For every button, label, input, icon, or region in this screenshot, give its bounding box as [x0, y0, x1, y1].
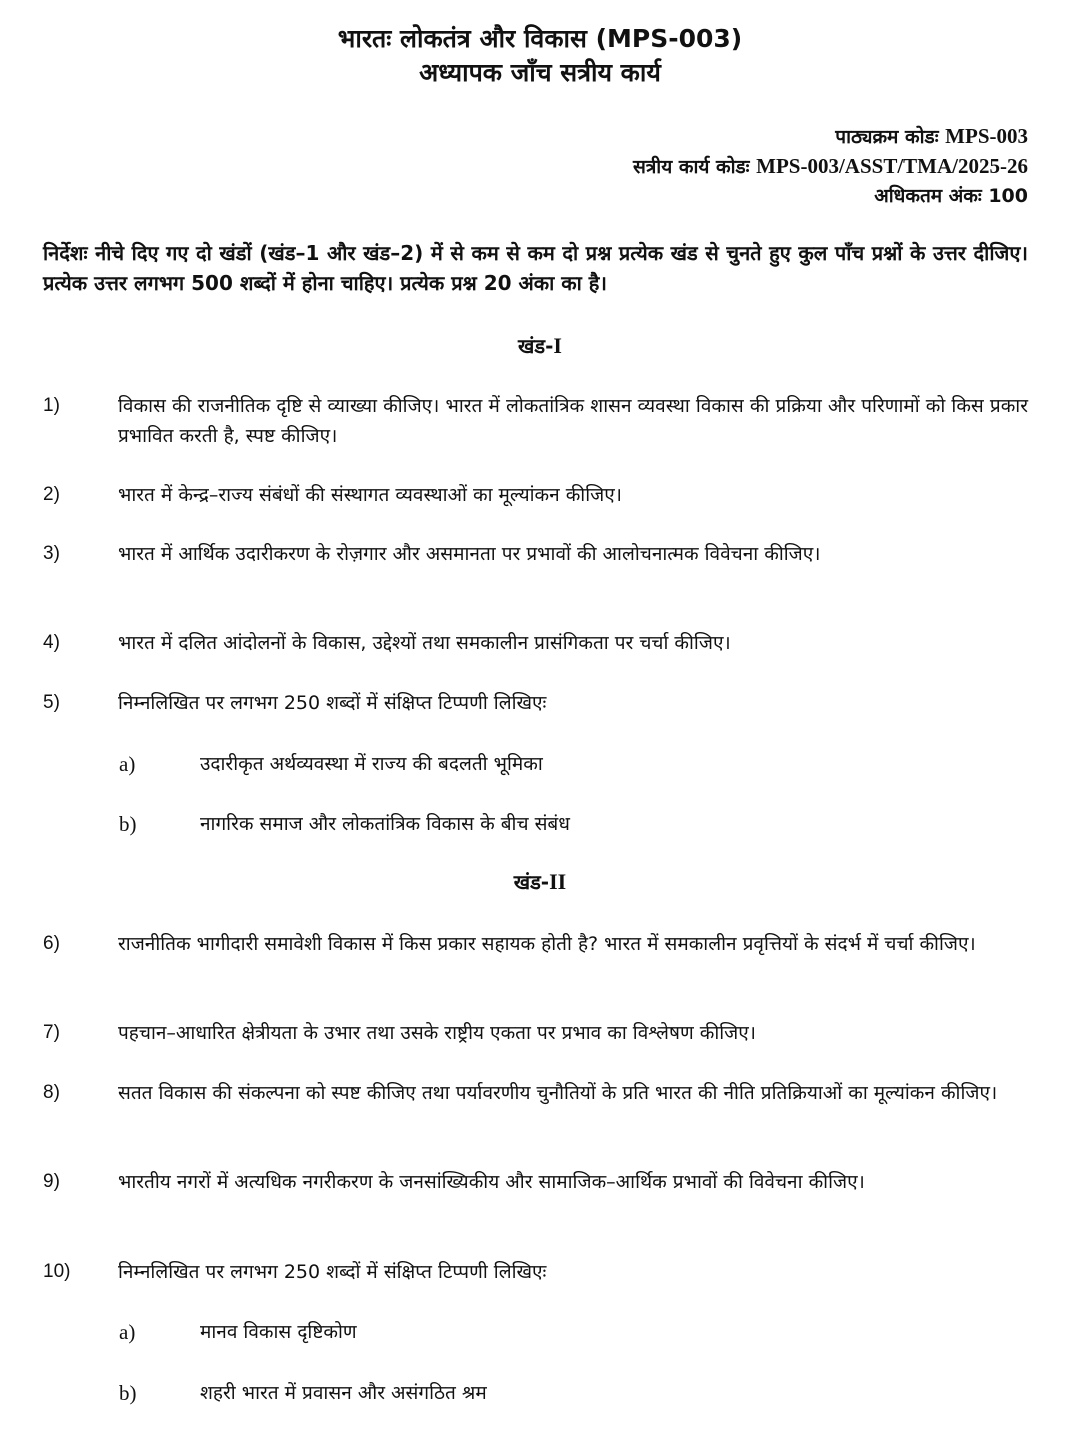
- question-number: 4): [43, 632, 60, 653]
- document-subtitle: अध्यापक जाँच सत्रीय कार्य: [419, 58, 661, 87]
- course-code-value: MPS-003: [945, 124, 1028, 148]
- question-text: भारत में केन्द्र–राज्य संबंधों की संस्थागत व्यवस्थाओं का मूल्यांकन कीजिए।: [118, 484, 622, 506]
- question-text: निम्नलिखित पर लगभग 250 शब्दों में संक्षिप्त टिप्पणी लिखिएः: [118, 692, 547, 714]
- question-text: भारतीय नगरों में अत्यधिक नगरीकरण के जनसांख्यिकीय और सामाजिक–आर्थिक प्रभावों की विवेचना कीजिए।: [118, 1171, 865, 1193]
- document-title: भारतः लोकतंत्र और विकास (MPS-003): [337, 24, 743, 53]
- question-number: 7): [43, 1022, 60, 1043]
- question-text: सतत विकास की संकल्पना को स्पष्ट कीजिए तथा पर्यावरणीय चुनौतियों के प्रति भारत की नीति प्रतिक्रियाओं का मूल्यांकन कीजिए।: [118, 1082, 998, 1104]
- question-number: 3): [43, 543, 60, 564]
- question-text: भारत में आर्थिक उदारीकरण के रोज़गार और असमानता पर प्रभावों की आलोचनात्मक विवेचना कीजिए।: [118, 543, 821, 565]
- assignment-meta: [633, 122, 1028, 211]
- assignment-code-value: MPS-003/ASST/TMA/2025-26: [756, 154, 1028, 178]
- question-text: विकास की राजनीतिक दृष्टि से व्याख्या कीजिए। भारत में लोकतांत्रिक शासन व्यवस्था विकास की प्रक्रिया और परिणामों को किस प्रकार प्रभावित करती है, स्पष्ट कीजिए।: [118, 395, 1028, 447]
- section-heading-1: [0, 332, 1080, 359]
- max-marks-label: अधिकतम अंकः: [874, 185, 982, 207]
- assignment-code-line: [633, 152, 1028, 182]
- section-label: खंड-: [518, 334, 554, 358]
- question-number: 8): [43, 1082, 60, 1103]
- section-numeral: I: [553, 333, 562, 358]
- sub-question-text: नागरिक समाज और लोकतांत्रिक विकास के बीच संबंध: [200, 813, 570, 835]
- course-code-line: [633, 122, 1028, 152]
- course-code-label: पाठ्यक्रम कोडः: [835, 126, 939, 148]
- document-title-block: [0, 22, 1080, 90]
- assignment-code-label: सत्रीय कार्य कोडः: [632, 156, 750, 178]
- sub-question-letter: a): [119, 752, 136, 776]
- question-number: 2): [43, 484, 60, 505]
- sub-question-letter: a): [119, 1320, 136, 1344]
- question-text: निम्नलिखित पर लगभग 250 शब्दों में संक्षिप्त टिप्पणी लिखिएः: [118, 1261, 547, 1283]
- question-text: राजनीतिक भागीदारी समावेशी विकास में किस प्रकार सहायक होती है? भारत में समकालीन प्रवृत्तियों के संदर्भ में चर्चा कीजिए।: [118, 933, 976, 955]
- sub-question-text: उदारीकृत अर्थव्यवस्था में राज्य की बदलती भूमिका: [200, 753, 543, 775]
- instructions: निर्देशः नीचे दिए गए दो खंडों (खंड–1 और खंड–2) में से कम से कम दो प्रश्न प्रत्येक खंड से चुनते हुए कुल पाँच प्रश्नों के उत्तर दीजिए। प्रत्येक उत्तर लगभग 500 शब्दों में होना चाहिए। प्रत्येक प्रश्न 20 अंका का है।: [43, 241, 1028, 295]
- question-number: 9): [43, 1171, 60, 1192]
- question-number: 6): [43, 933, 60, 954]
- sub-question-letter: b): [119, 812, 137, 836]
- question-number: 10): [43, 1261, 71, 1282]
- sub-question-text: मानव विकास दृष्टिकोण: [200, 1321, 357, 1343]
- max-marks-line: [633, 182, 1028, 211]
- section-numeral: II: [549, 869, 567, 894]
- question-number: 1): [43, 395, 60, 416]
- sub-question-text: शहरी भारत में प्रवासन और असंगठित श्रम: [200, 1382, 487, 1404]
- max-marks-value: 100: [988, 185, 1028, 207]
- section-label: खंड-: [513, 870, 550, 894]
- question-number: 5): [43, 692, 60, 713]
- sub-question-letter: b): [119, 1381, 137, 1405]
- section-heading-2: [0, 868, 1080, 895]
- question-text: पहचान–आधारित क्षेत्रीयता के उभार तथा उसके राष्ट्रीय एकता पर प्रभाव का विश्लेषण कीजिए।: [118, 1022, 756, 1044]
- question-text: भारत में दलित आंदोलनों के विकास, उद्देश्यों तथा समकालीन प्रासंगिकता पर चर्चा कीजिए।: [118, 632, 731, 654]
